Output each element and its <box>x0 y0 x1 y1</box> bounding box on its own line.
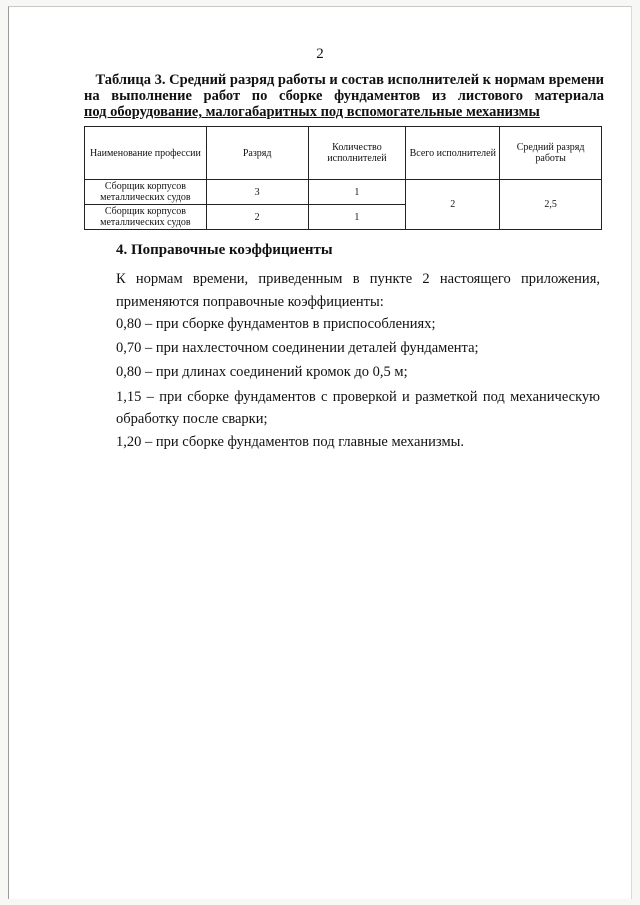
table-title-line-3: под оборудование, малогабаритных под вспомогательные механизмы <box>84 104 540 120</box>
coefficient-item: 0,80 – при сборке фундаментов в приспособлениях; <box>116 316 436 332</box>
table-title-line-2: на выполнение работ по сборке фундаментов из листового материала <box>84 88 604 104</box>
header-count: Количество исполнителей <box>308 127 406 180</box>
table-title-line-1: Таблица 3. Средний разряд работы и состав исполнителей к нормам времени <box>95 72 604 88</box>
table-title <box>84 72 604 120</box>
cell-count: 1 <box>308 180 406 205</box>
intro-text: К нормам времени, приведенным в пункте 2 настоящего приложения, применяются поправочные коэффициенты: <box>116 271 600 310</box>
cell-grade: 2 <box>206 205 308 230</box>
table-row <box>85 180 602 205</box>
coefficient-item-wrapped <box>82 386 600 430</box>
header-profession: Наименование профессии <box>85 127 207 180</box>
cell-total: 2 <box>406 180 500 230</box>
table-header-row <box>85 127 602 180</box>
coefficient-item: 1,20 – при сборке фундаментов под главные механизмы. <box>116 434 464 450</box>
header-average-grade: Средний разряд работы <box>500 127 602 180</box>
intro-paragraph <box>82 268 600 314</box>
header-grade: Разряд <box>206 127 308 180</box>
coefficient-item: 0,80 – при длинах соединений кромок до 0,5 м; <box>116 364 408 380</box>
cell-count: 1 <box>308 205 406 230</box>
cell-profession: Сборщик корпусов металлических судов <box>85 205 207 230</box>
coefficient-item: 0,70 – при нахлесточном соединении деталей фундамента; <box>116 340 479 356</box>
staffing-table <box>84 126 602 230</box>
section-heading: 4. Поправочные коэффициенты <box>116 242 333 258</box>
coefficient-item: 1,15 – при сборке фундаментов с проверкой и разметкой под механическую обработку после сварки; <box>116 389 600 427</box>
page-number: 2 <box>316 46 324 62</box>
cell-average-grade: 2,5 <box>500 180 602 230</box>
cell-grade: 3 <box>206 180 308 205</box>
cell-profession: Сборщик корпусов металлических судов <box>85 180 207 205</box>
header-total: Всего исполнителей <box>406 127 500 180</box>
